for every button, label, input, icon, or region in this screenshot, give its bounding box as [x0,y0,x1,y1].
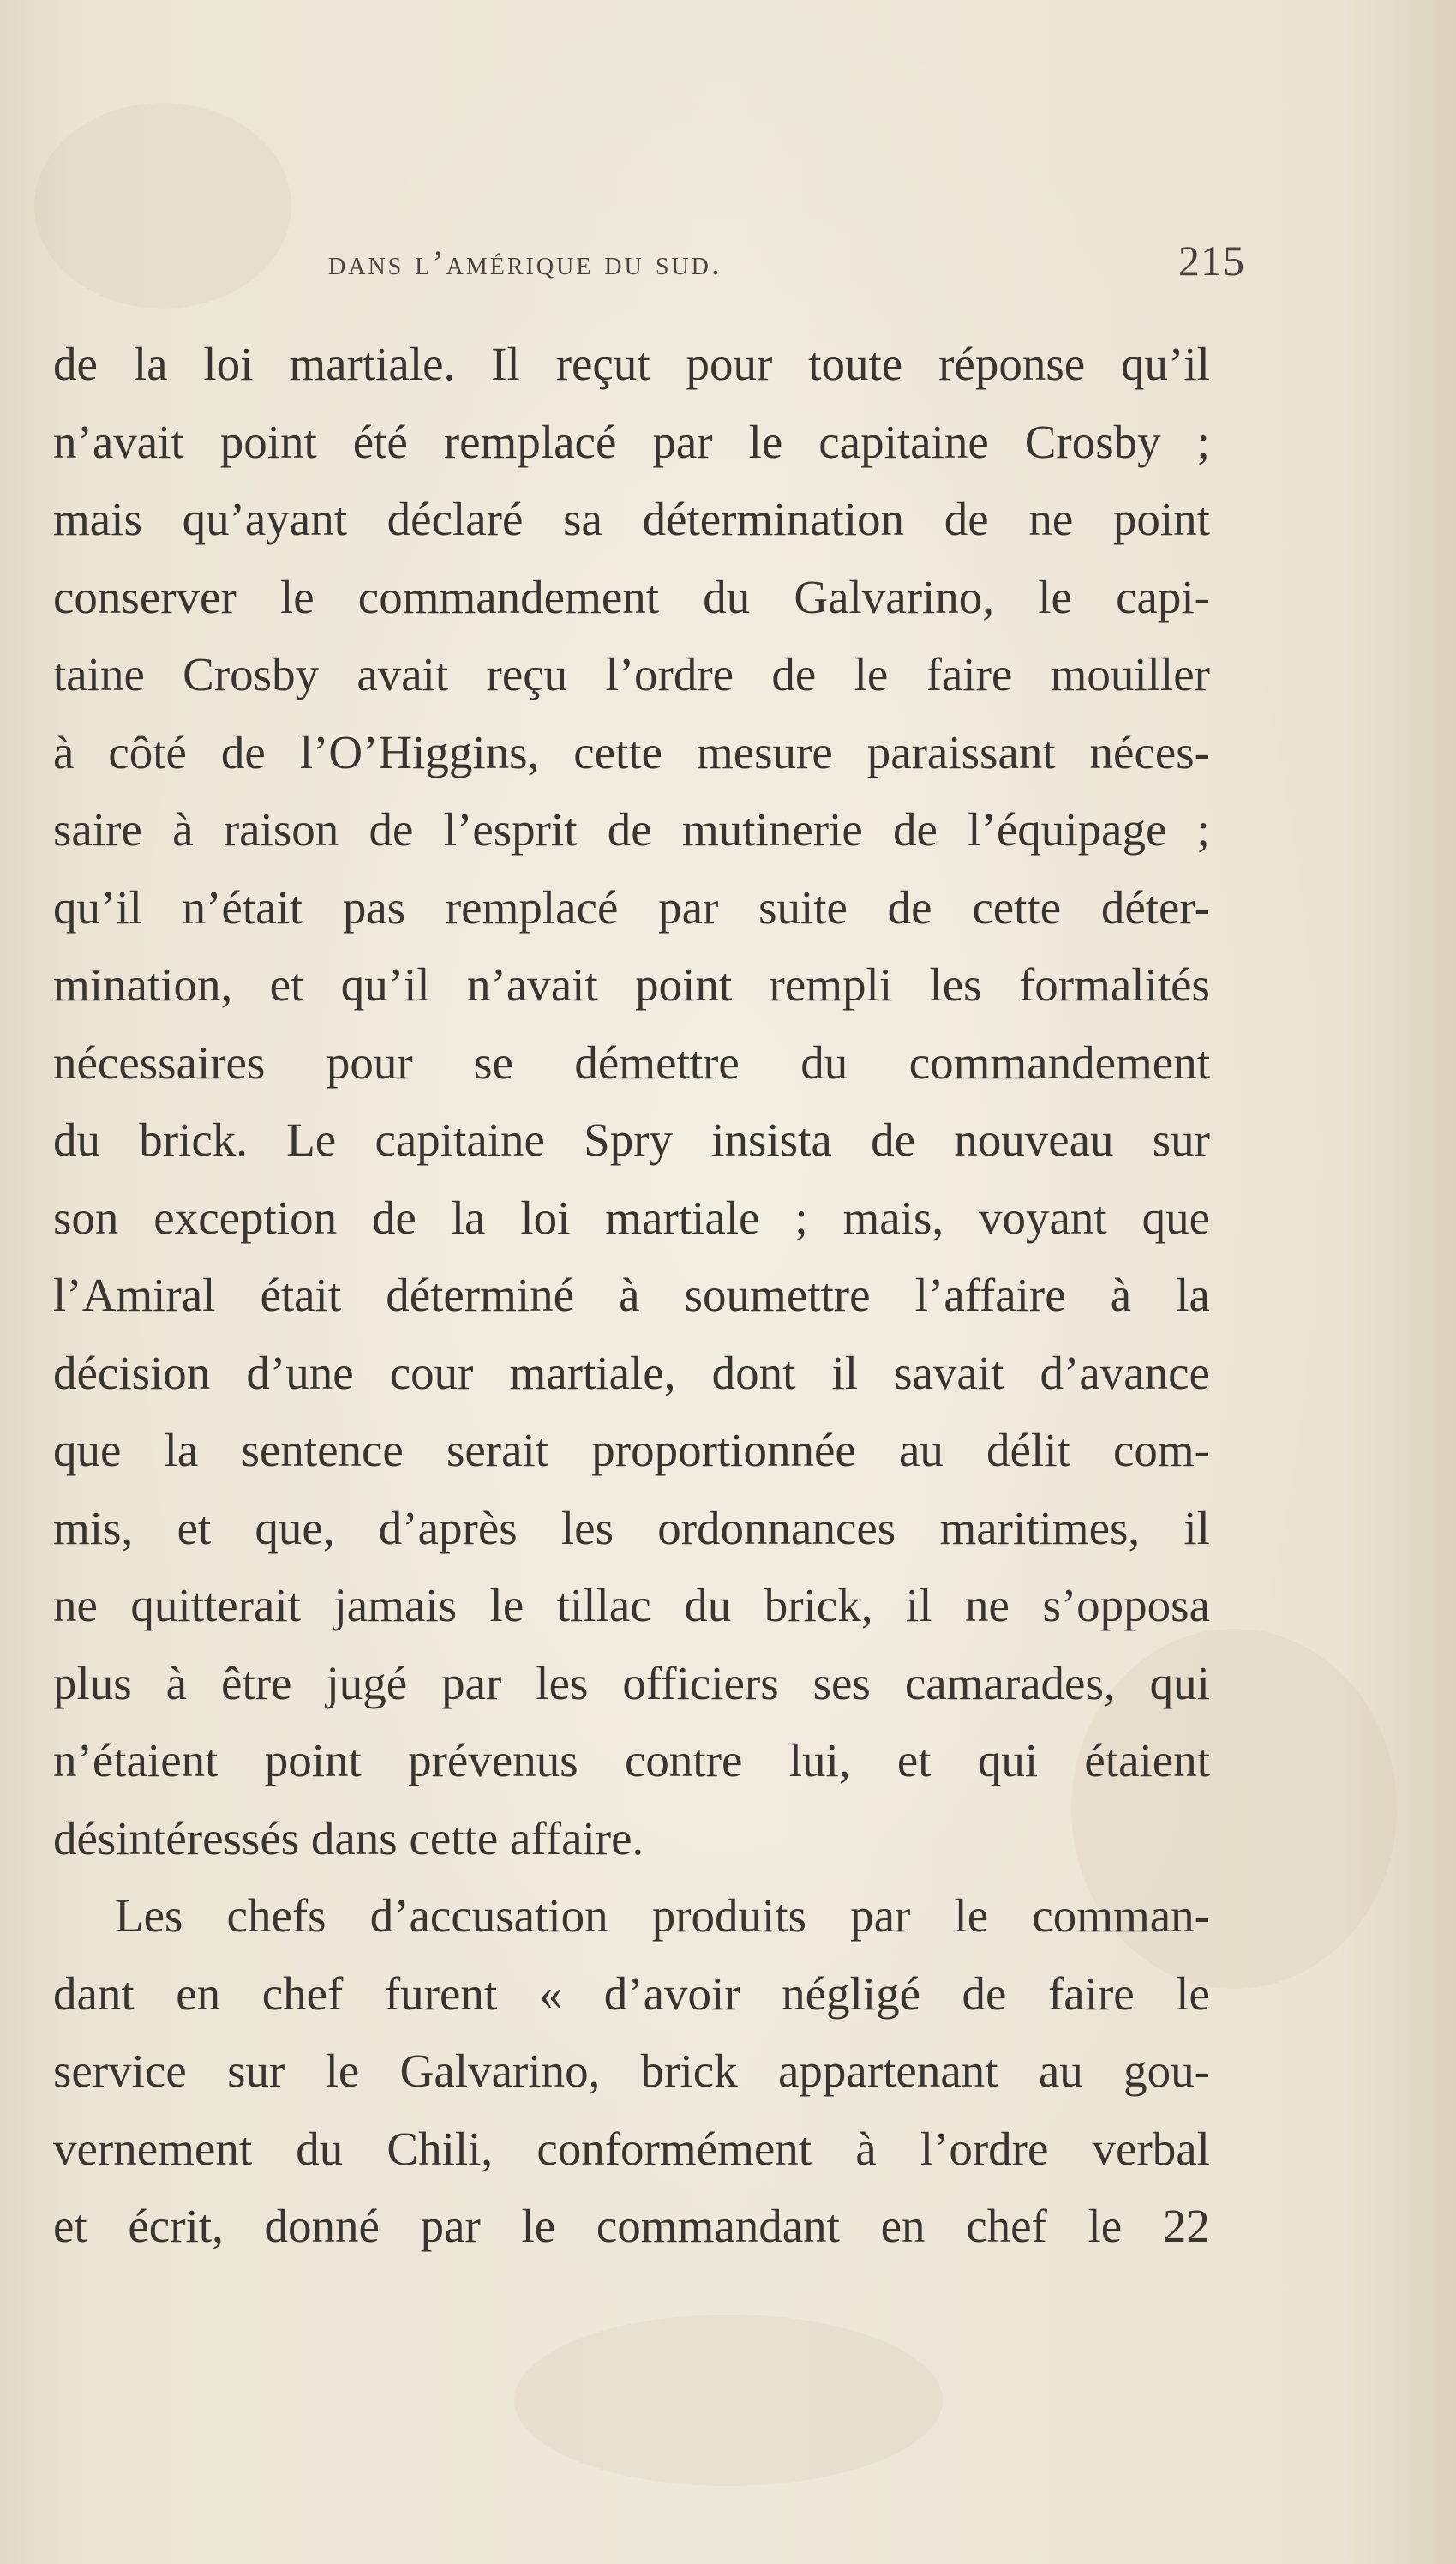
word: insista [711,1114,832,1166]
word: n’étaient [53,1734,219,1786]
text-line [53,1180,1210,1258]
word: le [521,2200,556,2252]
word: serait [446,1424,549,1476]
word: de [944,493,989,545]
word: l’Amiral [53,1269,216,1321]
word: savait [894,1346,1004,1399]
word: verbal [1092,2122,1210,2175]
word: était [260,1269,342,1321]
word: et [269,958,304,1011]
word: camarades, [904,1656,1116,1709]
word: chef [966,2200,1047,2252]
text-line [53,2033,1210,2111]
word: exception [153,1191,338,1244]
word: ne [1028,493,1074,545]
text-line [53,1800,1210,1878]
word: ses [812,1656,871,1709]
word: réponse [938,338,1086,390]
word: d’une [246,1346,354,1399]
word: au [898,1424,944,1476]
word: Il [491,338,520,390]
word: les [929,958,982,1011]
word: été [352,415,408,468]
word: le [748,415,783,468]
word: la [451,1191,486,1244]
word: reçut [555,338,650,390]
word: par [441,1656,502,1709]
word: être [221,1656,292,1709]
word: la [133,338,168,390]
word: qui [977,1734,1039,1786]
word: de [220,725,266,778]
word: martiale. [289,338,456,390]
word: martiale [605,1191,760,1244]
word: loi [203,338,254,390]
word: de [368,803,414,856]
word: le [1176,1967,1210,2020]
word: le [854,648,889,700]
word: le [489,1579,524,1631]
word: « [538,1967,563,2020]
word: son [53,1191,119,1244]
word: chefs [226,1889,327,1942]
word: de [607,803,652,856]
word: furent [384,1967,498,2020]
word: maritimes, [939,1501,1141,1554]
word: l’équipage [968,803,1167,856]
word: négligé [782,1967,920,2020]
word: remplacé [443,415,617,468]
word: la [1176,1269,1210,1321]
word: à [855,2122,877,2175]
word: point [1112,493,1210,545]
text-line [53,1257,1210,1335]
text-line [53,2111,1210,2189]
word: formalités [1018,958,1210,1011]
word: conformément [536,2122,812,2175]
word: jugé [326,1656,408,1709]
word: remplacé [445,880,619,934]
word: par [652,415,713,468]
word: tillac [556,1579,651,1631]
page-number: 215 [1178,237,1245,285]
word: les [536,1656,589,1709]
word: voyant [979,1191,1107,1244]
word: détermination [642,493,905,545]
word: cette [573,725,663,778]
word: mouiller [1050,648,1210,700]
word: à [619,1269,640,1321]
word: délit [986,1424,1070,1476]
word: le [954,1889,989,1942]
word: proportionnée [591,1424,856,1476]
word: faire [1047,1967,1135,2020]
word: brick. [139,1114,248,1166]
word: taine [53,648,145,700]
word: le [1088,2200,1123,2252]
text-line [53,1490,1210,1568]
word: point [264,1734,362,1786]
word: à [165,1656,188,1709]
word: qui [1149,1656,1210,1709]
word: affaire. [510,1811,644,1864]
word: du [296,2122,344,2175]
word: nouveau [954,1114,1114,1166]
text-line [53,869,1210,947]
text-line [53,1102,1210,1180]
word: déter- [1100,880,1210,934]
word: ne [965,1579,1010,1631]
text-line [53,2188,1210,2266]
word: comman- [1032,1889,1210,1942]
word: 22 [1162,2200,1210,2252]
text-line [53,636,1210,714]
word: Le [286,1114,337,1166]
word: service [53,2045,187,2097]
text-line [53,559,1210,637]
word: de [962,1967,1007,2020]
word: soumettre [684,1269,871,1321]
word: avait [357,648,449,700]
word: point [635,958,733,1011]
word: lui, [788,1734,851,1786]
word: s’opposa [1042,1579,1210,1631]
word: loi [520,1191,571,1244]
word: l’ordre [605,648,734,700]
word: en [176,1967,221,2020]
text-line [53,946,1210,1024]
word: ; [1196,803,1210,856]
word: chef [261,1967,344,2020]
word: brick, [764,1579,873,1631]
word: l’O’Higgins, [299,725,540,778]
word: ordonnances [657,1501,896,1554]
word: Crosby [183,648,320,700]
word: les [560,1501,614,1554]
word: à [1110,1269,1132,1321]
word: et [177,1501,212,1554]
word: démettre [574,1036,740,1089]
word: nécessaires [53,1036,266,1089]
word: rempli [769,958,893,1011]
word: Spry [584,1114,674,1166]
word: donné [264,2200,380,2252]
word: ; [1196,415,1210,468]
word: com- [1112,1424,1210,1476]
running-head-title: dans l’amérique du sud. [328,243,722,282]
word: pour [326,1036,413,1089]
text-line [53,1024,1210,1102]
word: du [800,1036,848,1089]
text-line [53,714,1210,792]
word: le [279,570,315,623]
word: reçu [486,648,568,700]
word: gou- [1123,2045,1210,2097]
word: mutinerie [682,803,863,856]
word: vernement [53,2122,253,2175]
word: commandement [357,570,660,623]
paper-stain [34,103,291,309]
word: de [893,803,938,856]
text-line [53,404,1210,482]
text-line [53,1955,1210,2033]
word: par [850,1889,911,1942]
word: ne [53,1579,98,1631]
word: sur [227,2045,285,2097]
word: officiers [622,1656,779,1709]
word: l’ordre [920,2122,1049,2175]
text-line [53,1722,1210,1800]
word: brick [640,2045,738,2097]
word: l’esprit [443,803,578,856]
word: du [684,1579,732,1631]
word: plus [53,1656,132,1709]
word: commandement [908,1036,1210,1089]
word: le [325,2045,360,2097]
word: Galvarino, [794,570,995,623]
word: cette [972,880,1062,934]
word: au [1038,2045,1083,2097]
word: appartenant [778,2045,998,2097]
word: pour [686,338,773,390]
word: à [172,803,194,856]
word: et [53,2200,87,2252]
word: déterminé [386,1269,575,1321]
word: toute [808,338,903,390]
word: faire [926,648,1013,700]
word: Galvarino, [399,2045,601,2097]
word: il [905,1579,932,1631]
word: mais [53,493,142,545]
word: prévenus [408,1734,578,1786]
word: d’après [378,1501,518,1554]
word: commandant [596,2200,840,2252]
word: sa [563,493,602,545]
word: le [1038,570,1072,623]
text-line [53,1412,1210,1490]
word: que [1141,1191,1210,1244]
word: du [53,1114,100,1166]
word: il [831,1346,859,1399]
word: d’avoir [603,1967,740,2020]
word: sur [1152,1114,1210,1166]
word: que [53,1424,122,1476]
word: par [658,880,719,934]
word: suite [758,880,848,934]
word: côté [108,725,187,778]
word: de [771,648,817,700]
word: capitaine [818,415,989,468]
text-line [53,1335,1210,1413]
word: sentence [241,1424,404,1476]
running-head [328,236,1245,287]
body-text [53,326,1210,2266]
text-line [53,791,1210,869]
word: que, [255,1501,335,1554]
word: néces- [1089,725,1210,778]
word: à [53,725,75,778]
word: cette [409,1811,499,1864]
word: conserver [53,570,237,623]
word: désintéressés [53,1811,300,1864]
word: dont [711,1346,796,1399]
word: capitaine [374,1114,545,1166]
word: point [219,415,317,468]
word: n’avait [467,958,598,1011]
word: étaient [1084,1734,1210,1786]
word: qu’il [1121,338,1210,390]
word: la [164,1424,199,1476]
word: martiale, [509,1346,676,1399]
word: écrit, [128,2200,224,2252]
word: qu’il [340,958,430,1011]
word: décision [53,1346,211,1399]
word: qu’ayant [182,493,347,545]
word: mesure [696,725,833,778]
text-line [53,1877,1210,1955]
word: dans [310,1811,398,1864]
word: qu’il [53,880,142,934]
word: il [1183,1501,1210,1554]
word: de [871,1114,915,1166]
word: mination, [53,958,233,1011]
word: mais, [842,1191,944,1244]
word: en [880,2200,926,2252]
word: d’avance [1040,1346,1210,1399]
word: produits [651,1889,807,1942]
word: d’accusation [369,1889,608,1942]
word: n’avait [53,415,184,468]
paper-stain [514,2315,943,2486]
word: et [896,1734,932,1786]
word: Chili, [386,2122,494,2175]
text-line [53,1645,1210,1723]
word: l’affaire [914,1269,1066,1321]
word: Crosby [1024,415,1161,468]
word: jamais [333,1579,458,1631]
text-line [53,1567,1210,1645]
word: de [371,1191,416,1244]
word: de [53,338,98,390]
word: de [887,880,932,934]
word: par [420,2200,481,2252]
text-line [53,481,1210,559]
word: du [703,570,751,623]
word: cour [389,1346,474,1399]
word: saire [53,803,142,856]
word: dant [53,1967,135,2020]
word: se [474,1036,513,1089]
word: mis, [53,1501,134,1554]
word: contre [624,1734,743,1786]
word: ; [794,1191,808,1244]
word: pas [342,880,406,934]
word: paraissant [866,725,1056,778]
word: déclaré [386,493,524,545]
word: capi- [1116,570,1210,623]
word: raison [223,803,339,856]
word: n’était [182,880,303,934]
text-line [53,326,1210,404]
word: quitterait [130,1579,301,1631]
word: Les [115,1889,183,1942]
